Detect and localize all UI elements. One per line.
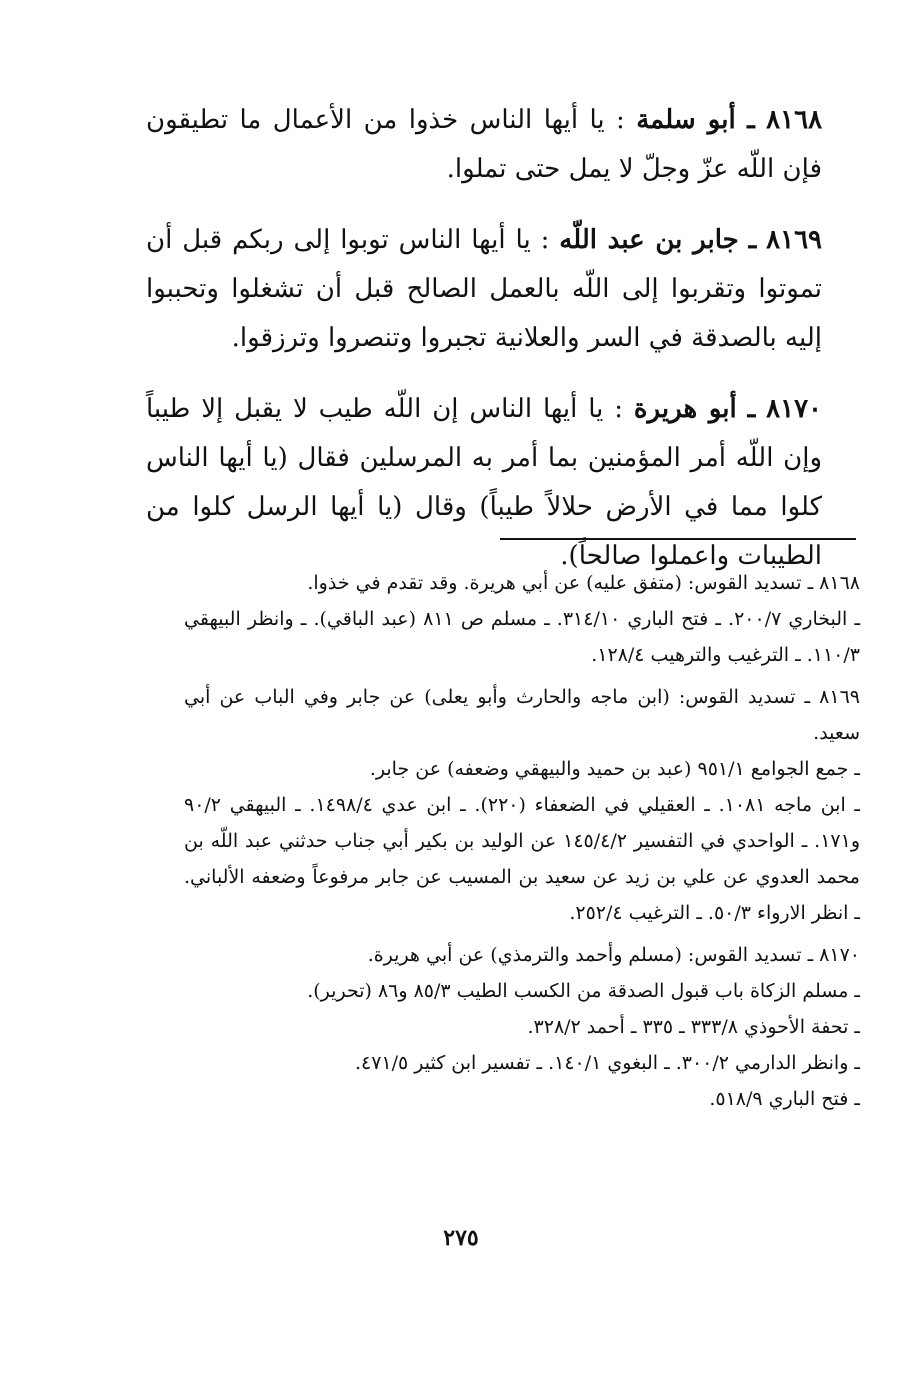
footnote-divider — [500, 538, 856, 540]
footnote-line: ـ جمع الجوامع ٩٥١/١ (عبد بن حميد والبيهقي وضعفه) عن جابر. — [369, 758, 860, 780]
footnote-line: ـ وانظر الدارمي ٣٠٠/٢. ـ البغوي ١٤٠/١. ـ تفسير ابن كثير ٤٧١/٥. — [354, 1052, 860, 1074]
narrator-name: جابر بن عبد اللّه — [559, 225, 739, 255]
footnote-8170 — [184, 937, 860, 1117]
footnote-8169 — [184, 679, 860, 931]
footnotes — [184, 565, 860, 1123]
hadith-text: : يا أيها الناس توبوا إلى ربكم قبل أن تموتوا وتقربوا إلى اللّه بالعمل الصالح قبل أن تشغلوا وتحببوا إليه بالصدقة في السر والعلانية تجبروا وتنصروا وترزقوا. — [146, 225, 822, 353]
entry-number: ٨١٦٨ — [766, 105, 823, 135]
narrator-name: أبو سلمة — [636, 105, 736, 135]
hadith-entry-8170: ٨١٧٠ ـ أبو هريرة : يا أيها الناس إن اللّه طيب لا يقبل إلا طيباً وإن اللّه أمر المؤمنين بما أمر به المرسلين فقال (يا أيها الناس كلوا مما في الأرض حلالاً طيباً) وقال (يا أيها الرسل كلوا من الطيبات واعملوا صالحاً). — [146, 394, 822, 571]
hadith-entry-8168: ٨١٦٨ ـ أبو سلمة : يا أيها الناس خذوا من الأعمال ما تطيقون فإن اللّه عزّ وجلّ لا يمل حتى تملوا. — [146, 105, 823, 184]
footnote-line: ـ تحفة الأحوذي ٣٣٣/٨ ـ ٣٣٥ ـ أحمد ٣٢٨/٢. — [527, 1016, 860, 1038]
footnote-line: ٨١٦٩ ـ تسديد القوس: (ابن ماجه والحارث وأبو يعلى) عن جابر وفي الباب عن أبي سعيد. — [184, 686, 860, 744]
hadith-text: : يا أيها الناس خذوا من الأعمال ما تطيقون فإن اللّه عزّ وجلّ لا يمل حتى تملوا. — [146, 105, 822, 184]
footnote-line: ٨١٧٠ ـ تسديد القوس: (مسلم وأحمد والترمذي) عن أبي هريرة. — [367, 944, 860, 966]
narrator-name: أبو هريرة — [633, 394, 737, 424]
footnote-8168 — [184, 565, 860, 673]
entry-number: ٨١٦٩ — [766, 225, 823, 255]
footnote-line: ٨١٦٨ ـ تسديد القوس: (متفق عليه) عن أبي هريرة. وقد تقدم في خذوا. — [307, 572, 860, 594]
footnote-line: ـ البخاري ٢٠٠/٧. ـ فتح الباري ٣١٤/١٠. ـ مسلم ص ٨١١ (عبد الباقي). ـ وانظر البيهقي ١١٠/٣. ـ الترغيب والترهيب ١٢٨/٤. — [184, 608, 861, 666]
footnote-line: ـ فتح الباري ٥١٨/٩. — [709, 1088, 860, 1110]
page-number: ٢٧٥ — [443, 1225, 479, 1251]
footnote-line: ـ ابن ماجه ١٠٨١. ـ العقيلي في الضعفاء (٢٢٠). ـ ابن عدي ١٤٩٨/٤. ـ البيهقي ٩٠/٢ و١٧١. ـ الواحدي في التفسير ١٤٥/٤/٢ عن الوليد بن بكير أبي جناب حدثني عبد اللّه بن محمد العدوي عن علي بن زيد عن سعيد بن المسيب عن جابر مرفوعاً وضعفه الألباني. ـ انظر الارواء ٥٠/٣. ـ الترغيب ٢٥٢/٤. — [184, 794, 861, 924]
footnote-line: ـ مسلم الزكاة باب قبول الصدقة من الكسب الطيب ٨٥/٣ و٨٦ (تحرير). — [307, 980, 860, 1002]
hadith-text: : يا أيها الناس إن اللّه طيب لا يقبل إلا طيباً وإن اللّه أمر المؤمنين بما أمر به المرسلين فقال (يا أيها الناس كلوا مما في الأرض حلالاً طيباً) وقال (يا أيها الرسل كلوا من الطيبات واعملوا صالحاً). — [146, 394, 822, 571]
entry-number: ٨١٧٠ — [766, 394, 822, 424]
hadith-entry-8169: ٨١٦٩ ـ جابر بن عبد اللّه : يا أيها الناس توبوا إلى ربكم قبل أن تموتوا وتقربوا إلى اللّه بالعمل الصالح قبل أن تشغلوا وتحببوا إليه بالصدقة في السر والعلانية تجبروا وتنصروا وترزقوا. — [146, 225, 823, 353]
main-text — [146, 96, 822, 603]
